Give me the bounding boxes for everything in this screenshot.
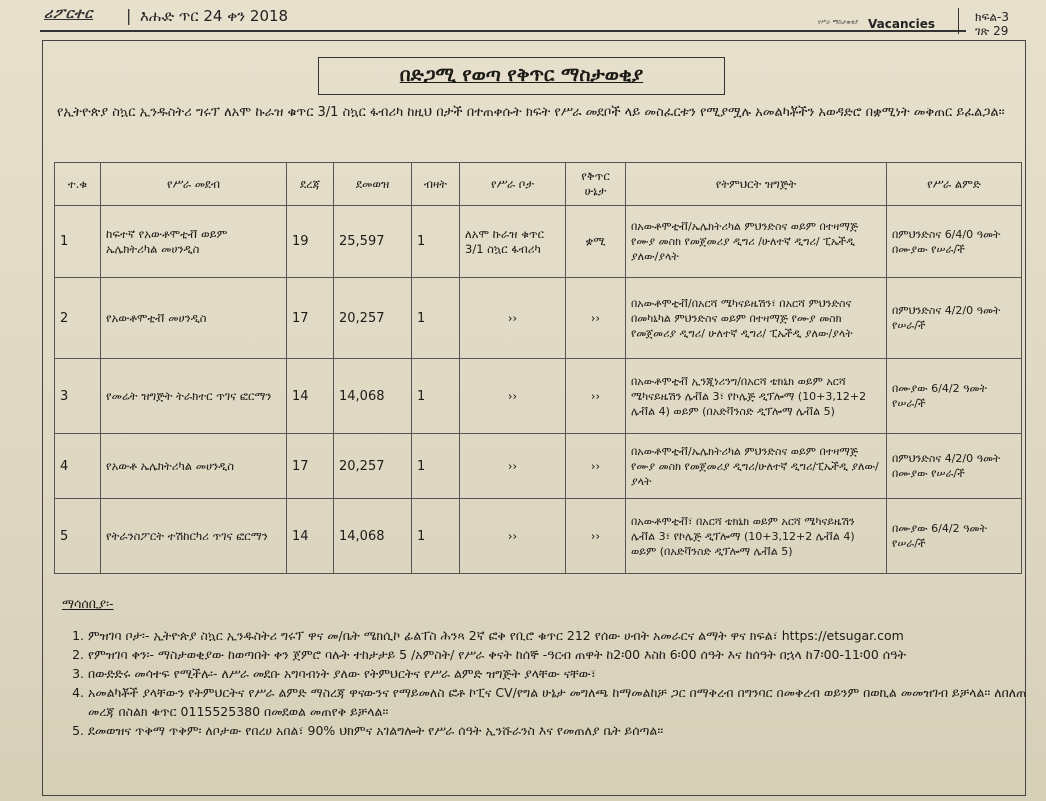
- page-number-label: ገጽ 29: [975, 24, 1009, 38]
- cell-salary: 25,597: [334, 206, 412, 278]
- table-header-row: [55, 163, 1022, 206]
- cell-position: የአውቶሞቲቭ መሀንዲስ: [101, 278, 287, 359]
- notes-list: [58, 626, 1043, 740]
- cell-no: 2: [55, 278, 101, 359]
- cell-experience: በምህንድስና 4/2/0 ዓመት በሙያው የሠራ/ች: [887, 434, 1022, 499]
- cell-grade: 17: [287, 434, 334, 499]
- note-item-registration-place: 1. ምዝገባ ቦታ፡- ኢትዮጵያ ስኳር ኢንዱስትሪ ግሩፕ ዋና መ/ቤት ሜክሲኮ ፊልፐስ ሕንጻ 2ኛ ፎቅ የቢሮ ቁጥር 212 የሰው ሀብት አመራርና ልማት ዋና ክፍል፣ https://etsugar.com: [88, 626, 1043, 645]
- cell-position: የመሬት ዝግጅት ትራክተር ጥገና ፎርማን: [101, 359, 287, 434]
- table-row: [55, 434, 1022, 499]
- cell-place: ለአሞ ኩራዝ ቁጥር 3/1 ስኳር ፋብሪካ: [460, 206, 566, 278]
- note-item-documents: 4. አመልካቾች ያላቸውን የትምህርትና የሥራ ልምድ ማስረጃ ዋናውንና የማይመለስ ፎቶ ኮፒና CV/የግል ሁኔታ መግለጫ ከማመልከቻ ጋር በማቅረብ በግንባር በመቅረብ ወይንም በወኪል መመዝገብ ይቻላል፡፡ ለበለጠ መረጃ በስልክ ቁጥር 0115525380 በመደወል መጠየቅ ይቻላል፡፡: [88, 683, 1043, 721]
- page-header: [0, 0, 1046, 38]
- table-row: [55, 499, 1022, 574]
- cell-quantity: 1: [412, 434, 460, 499]
- cell-status: ››: [566, 278, 626, 359]
- cell-no: 5: [55, 499, 101, 574]
- header-rule: [40, 30, 966, 32]
- cell-no: 1: [55, 206, 101, 278]
- section-title: Vacancies: [868, 17, 935, 31]
- cell-salary: 14,068: [334, 499, 412, 574]
- cell-no: 3: [55, 359, 101, 434]
- col-header-position: የሥራ መደብ: [101, 163, 287, 206]
- cell-education: በአውቶሞቲቭ/በአርሻ ሜካናይዜሽን፣ በአርሻ ምህንድስና በመካኒካል ምህንድስና ወይም በተዛማጅ የሙያ መስክ የመጀመሪያ ዲግሪ/ ሁለተኛ ዲግሪ/ ፒኤችዲ ያለው/ያላት: [626, 278, 887, 359]
- col-header-experience: የሥራ ልምድ: [887, 163, 1022, 206]
- cell-status: ››: [566, 434, 626, 499]
- advert-intro: የኢትዮጵያ ስኳር ኢንዱስትሪ ግሩፕ ለአሞ ኩራዝ ቁጥር 3/1 ስኳር ፋብሪካ ከዚህ በታች በተጠቀሱት ክፍት የሥራ መደቦች ላይ መስፈርቱን የሚያሟሉ አመልካቾችን አወዳድሮ በቋሚነት መቅጠር ይፈልጋል፡፡: [57, 105, 1005, 120]
- cell-place: ››: [460, 434, 566, 499]
- cell-salary: 20,257: [334, 434, 412, 499]
- cell-education: በአውቶሞቲቭ፣ በአርሻ ቴክኒክ ወይም አርሻ ሜካናይዜሽን ሌቭል 3፣ የኮሌጅ ዲፕሎማ (10+3,12+2 ሌቭል 4) ወይም (በአድቫንስድ ዲፕሎማ ሌቭል 5): [626, 499, 887, 574]
- cell-status: ቋሚ: [566, 206, 626, 278]
- cell-grade: 17: [287, 278, 334, 359]
- advert-title: በድጋሚ የወጣ የቅጥር ማስታወቂያ: [318, 57, 725, 95]
- cell-quantity: 1: [412, 278, 460, 359]
- col-header-grade: ደረጃ: [287, 163, 334, 206]
- notes-heading: ማሳሰቢያ፡-: [62, 596, 114, 611]
- cell-education: በአውቶሞቲቭ/ኤሌክትሪካል ምህንድስና ወይም በተዛማጅ የሙያ መስክ የመጀመሪያ ዲግሪ/ሁለተኛ ዲግሪ/ፒኤችዲ ያለው/ያላት: [626, 434, 887, 499]
- cell-grade: 14: [287, 499, 334, 574]
- cell-education: በአውቶሞቲቭ ኢንጂነሪንግ/በአርሻ ቴክኒክ ወይም አርሻ ሜካናይዜሽን ሌቭል 3፣ የኮሌጅ ዲፕሎማ (10+3,12+2 ሌቭል 4) ወይም (በአድቫንስድ ዲፕሎማ ሌቭል 5): [626, 359, 887, 434]
- cell-position: የትራንስፖርት ተሽከርካሪ ጥገና ፎርማን: [101, 499, 287, 574]
- cell-grade: 14: [287, 359, 334, 434]
- cell-quantity: 1: [412, 206, 460, 278]
- issue-date: እሑድ ጥር 24 ቀን 2018: [140, 7, 289, 25]
- cell-salary: 20,257: [334, 278, 412, 359]
- table-row: [55, 278, 1022, 359]
- cell-quantity: 1: [412, 499, 460, 574]
- cell-education: በአውቶሞቲቭ/ኤሌክትሪካል ምህንድስና ወይም በተዛማጅ የሙያ መስክ የመጀመሪያ ዲግሪ /ሁለተኛ ዲግሪ/ ፒኤችዲ ያለው/ያላት: [626, 206, 887, 278]
- note-item-registration-date: 2. የምዝገባ ቀን፡- ማስታወቂያው ከወጣበት ቀን ጀምሮ ባሉት ተከታታይ 5 /አምስት/ የሥራ ቀናት ከሰኞ -ዓርብ ጠዋት ከ2፡00 እስከ 6፡00 ሰዓት እና ከሰዓት በኋላ ከ7፡00-11፡00 ሰዓት: [88, 645, 1043, 664]
- cell-salary: 14,068: [334, 359, 412, 434]
- cell-place: ››: [460, 359, 566, 434]
- table-row: [55, 359, 1022, 434]
- cell-experience: በምህንድስና 6/4/0 ዓመት በሙያው የሠራ/ች: [887, 206, 1022, 278]
- cell-status: ››: [566, 359, 626, 434]
- table-row: [55, 206, 1022, 278]
- section-small-label: የሥራ ማስታወቂያ: [818, 19, 859, 26]
- vacancy-table: [54, 162, 1022, 574]
- note-item-benefits: 5. ደመወዝና ጥቅማ ጥቅም፡ ለቦታው የበረሀ አበል፣ 90% ህክምና አገልግሎት የሥራ ሰዓት ኢንሹራንስ እና የመጠለያ ቤት ይሰጣል፡፡: [88, 721, 1043, 740]
- newspaper-logo: ሪፖርተር: [44, 6, 94, 22]
- section-number: ክፍል-3: [975, 10, 1009, 24]
- header-separator: |: [126, 6, 132, 25]
- cell-quantity: 1: [412, 359, 460, 434]
- cell-grade: 19: [287, 206, 334, 278]
- col-header-no: ተ.ቁ: [55, 163, 101, 206]
- cell-status: ››: [566, 499, 626, 574]
- cell-experience: በሙያው 6/4/2 ዓመት የሠራ/ች: [887, 359, 1022, 434]
- cell-experience: በሙያው 6/4/2 ዓመት የሠራ/ች: [887, 499, 1022, 574]
- col-header-place: የሥራ ቦታ: [460, 163, 566, 206]
- col-header-salary: ደመወዝ: [334, 163, 412, 206]
- col-header-status: የቅጥር ሁኔታ: [566, 163, 626, 206]
- col-header-education: የትምህርት ዝግጅት: [626, 163, 887, 206]
- cell-place: ››: [460, 499, 566, 574]
- cell-experience: በምህንድስና 4/2/0 ዓመት የሠራ/ች: [887, 278, 1022, 359]
- cell-no: 4: [55, 434, 101, 499]
- page-number: [975, 10, 1009, 38]
- cell-position: ከፍተኛ የአውቶሞቲቭ ወይም ኤሌክትሪካል መሀንዲስ: [101, 206, 287, 278]
- cell-place: ››: [460, 278, 566, 359]
- col-header-quantity: ብዛት: [412, 163, 460, 206]
- note-item-eligibility: 3. በውድድሩ መሳተፍ የሚችሉ፡- ለሥራ መደቡ አግባብነት ያለው የትምህርትና የሥራ ልምድ ዝግጅት ያላቸው ናቸው፣: [88, 664, 1043, 683]
- cell-position: የአውቶ ኤሌክትሪካል መሀንዲስ: [101, 434, 287, 499]
